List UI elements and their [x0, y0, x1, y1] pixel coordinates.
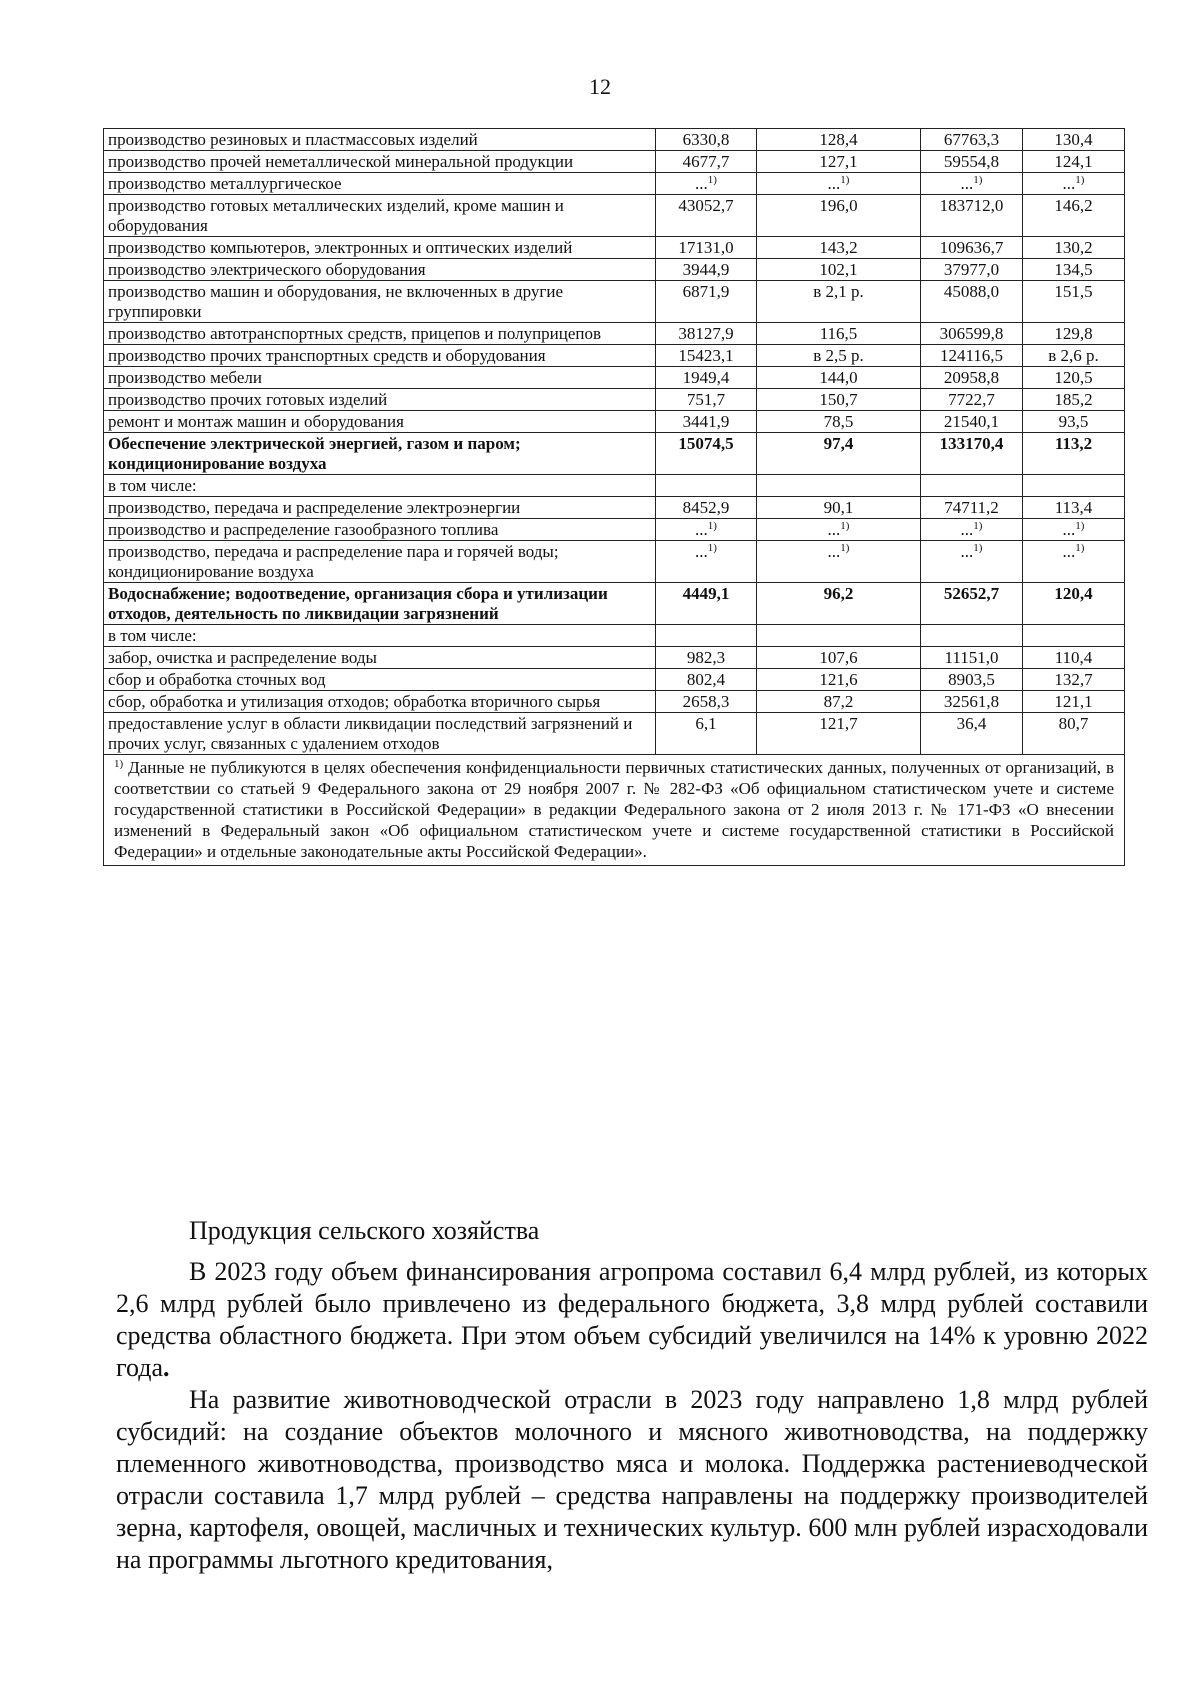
row-value-v1: 6871,9 — [656, 281, 757, 323]
row-value-v2: 96,2 — [757, 583, 921, 625]
row-label: сбор и обработка сточных вод — [104, 669, 656, 691]
row-value-v3: ...$^{1)}$ — [921, 541, 1023, 583]
row-value-v3: 45088,0 — [921, 281, 1023, 323]
row-value-v4: 113,2 — [1023, 433, 1125, 475]
row-value-v3: 36,4 — [921, 713, 1023, 755]
row-label: производство мебели — [104, 367, 656, 389]
row-value-v3: 8903,5 — [921, 669, 1023, 691]
row-value-v4: 130,4 — [1023, 129, 1125, 151]
row-value-v2: 127,1 — [757, 151, 921, 173]
row-value-v3: 67763,3 — [921, 129, 1023, 151]
table-row — [104, 497, 1125, 519]
row-value-v2: 144,0 — [757, 367, 921, 389]
row-value-v3: 183712,0 — [921, 195, 1023, 237]
table-row — [104, 389, 1125, 411]
row-label: производство электрического оборудования — [104, 259, 656, 281]
row-value-v2: 107,6 — [757, 647, 921, 669]
paragraph-2: На развитие животноводческой отрасли в 2023 году направлено 1,8 млрд рублей субсидий: на создание объектов молочного и мясного животноводства, на поддержку племенного животноводства, производство мяса и молока. Поддержка растениеводческой отрасли составила 1,7 млрд рублей – средства направлены на поддержку производителей зерна, картофеля, овощей, масличных и технических культур. 600 млн рублей израсходовали на программы льготного кредитования, — [116, 1385, 1148, 1574]
row-value-v1: 4449,1 — [656, 583, 757, 625]
row-label: Обеспечение электрической энергией, газом и паром; кондиционирование воздуха — [104, 433, 656, 475]
row-value-v4: 80,7 — [1023, 713, 1125, 755]
table-row — [104, 195, 1125, 237]
table-row — [104, 519, 1125, 541]
row-value-v4: 110,4 — [1023, 647, 1125, 669]
row-value-v3: 37977,0 — [921, 259, 1023, 281]
footnote-mark: 1) — [114, 758, 124, 770]
row-label: производство резиновых и пластмассовых изделий — [104, 129, 656, 151]
row-value-v4: 120,5 — [1023, 367, 1125, 389]
row-value-v4 — [1023, 625, 1125, 647]
row-label: предоставление услуг в области ликвидации последствий загрязнений и прочих услуг, связанных с удалением отходов — [104, 713, 656, 755]
footnote-ref: 1) — [840, 174, 850, 186]
table-row — [104, 129, 1125, 151]
row-value-v3: 52652,7 — [921, 583, 1023, 625]
row-value-v1: 3944,9 — [656, 259, 757, 281]
row-value-v1: 15423,1 — [656, 345, 757, 367]
row-value-v4: 121,1 — [1023, 691, 1125, 713]
row-label: забор, очистка и распределение воды — [104, 647, 656, 669]
row-value-v2: 143,2 — [757, 237, 921, 259]
row-label: производство прочих транспортных средств и оборудования — [104, 345, 656, 367]
row-value-v2: 121,7 — [757, 713, 921, 755]
footnote-ref: 1) — [707, 520, 717, 532]
row-value-v4: 113,4 — [1023, 497, 1125, 519]
row-label: производство машин и оборудования, не включенных в другие группировки — [104, 281, 656, 323]
footnote-ref: 1) — [707, 542, 717, 554]
section-title: Продукция сельского хозяйства — [189, 1216, 540, 1245]
row-value-v2: 128,4 — [757, 129, 921, 151]
row-value-v1: 17131,0 — [656, 237, 757, 259]
row-value-v4: 124,1 — [1023, 151, 1125, 173]
footnote-row — [104, 755, 1125, 866]
table-row — [104, 323, 1125, 345]
footnote-ref: 1) — [973, 174, 983, 186]
row-value-v2: ...$^{1)}$ — [757, 541, 921, 583]
row-value-v1: 43052,7 — [656, 195, 757, 237]
footnote-ref: 1) — [1075, 542, 1085, 554]
row-value-v3 — [921, 475, 1023, 497]
footnote-ref: 1) — [973, 520, 983, 532]
row-value-v1: 982,3 — [656, 647, 757, 669]
table-row — [104, 713, 1125, 755]
footnote-ref: 1) — [1075, 520, 1085, 532]
footnote-ref: 1) — [840, 520, 850, 532]
row-value-v4: 134,5 — [1023, 259, 1125, 281]
row-value-v1: ...$^{1)}$ — [656, 173, 757, 195]
row-value-v3: 32561,8 — [921, 691, 1023, 713]
table-row — [104, 647, 1125, 669]
row-value-v4: ...$^{1)}$ — [1023, 173, 1125, 195]
row-value-v1: 15074,5 — [656, 433, 757, 475]
table-row — [104, 475, 1125, 497]
table-body — [104, 129, 1125, 755]
footnote-ref: 1) — [1075, 174, 1085, 186]
body-text — [116, 1256, 1148, 1576]
row-value-v3 — [921, 625, 1023, 647]
row-value-v1: 2658,3 — [656, 691, 757, 713]
row-label: производство прочей неметаллической минеральной продукции — [104, 151, 656, 173]
row-value-v2 — [757, 475, 921, 497]
row-value-v2: 90,1 — [757, 497, 921, 519]
row-value-v1 — [656, 475, 757, 497]
row-label: производство, передача и распределение электроэнергии — [104, 497, 656, 519]
row-value-v2: в 2,1 р. — [757, 281, 921, 323]
row-label: Водоснабжение; водоотведение, организация сбора и утилизации отходов, деятельность по ликвидации загрязнений — [104, 583, 656, 625]
row-label: в том числе: — [104, 475, 656, 497]
row-value-v2: ...$^{1)}$ — [757, 519, 921, 541]
row-value-v3: 11151,0 — [921, 647, 1023, 669]
footnote-text: Данные не публикуются в целях обеспечения конфиденциальности первичных статистических данных, полученных от организаций, в соответствии со статьей 9 Федерального закона от 29 ноября 2007 г. № 282-ФЗ «Об официальном статистическом учете и системе государственной статистики в Российской Федерации» в редакции Федерального закона от 2 июля 2013 г. № 171-ФЗ «О внесении изменений в Федеральный закон «Об официальном статистическом учете и системе государственной статистики в Российской Федерации» и отдельные законодательные акты Российской Федерации». — [114, 758, 1115, 861]
table-row — [104, 345, 1125, 367]
row-value-v2: 196,0 — [757, 195, 921, 237]
row-value-v4: ...$^{1)}$ — [1023, 519, 1125, 541]
table-row — [104, 151, 1125, 173]
table-row — [104, 541, 1125, 583]
row-value-v2 — [757, 625, 921, 647]
row-label: производство автотранспортных средств, прицепов и полуприцепов — [104, 323, 656, 345]
table-row — [104, 691, 1125, 713]
row-value-v4: 129,8 — [1023, 323, 1125, 345]
row-value-v2: 97,4 — [757, 433, 921, 475]
row-value-v1: 802,4 — [656, 669, 757, 691]
row-value-v2: в 2,5 р. — [757, 345, 921, 367]
table-row — [104, 281, 1125, 323]
row-value-v4 — [1023, 475, 1125, 497]
table-row — [104, 625, 1125, 647]
row-value-v3: 109636,7 — [921, 237, 1023, 259]
row-value-v3: ...$^{1)}$ — [921, 173, 1023, 195]
row-value-v2: 121,6 — [757, 669, 921, 691]
row-value-v4: 130,2 — [1023, 237, 1125, 259]
footnote-ref: 1) — [707, 174, 717, 186]
row-value-v2: ...$^{1)}$ — [757, 173, 921, 195]
row-label: сбор, обработка и утилизация отходов; обработка вторичного сырья — [104, 691, 656, 713]
footnote-ref: 1) — [840, 542, 850, 554]
table-row — [104, 173, 1125, 195]
table-row — [104, 367, 1125, 389]
row-value-v4: 132,7 — [1023, 669, 1125, 691]
table-row — [104, 411, 1125, 433]
table-row — [104, 237, 1125, 259]
row-value-v4: 185,2 — [1023, 389, 1125, 411]
footnote — [104, 755, 1125, 866]
row-value-v1: 751,7 — [656, 389, 757, 411]
row-label: производство прочих готовых изделий — [104, 389, 656, 411]
row-value-v1: ...$^{1)}$ — [656, 541, 757, 583]
row-value-v2: 102,1 — [757, 259, 921, 281]
row-value-v3: 124116,5 — [921, 345, 1023, 367]
row-value-v1: 38127,9 — [656, 323, 757, 345]
row-label: производство компьютеров, электронных и оптических изделий — [104, 237, 656, 259]
row-value-v3: 21540,1 — [921, 411, 1023, 433]
row-label: производство металлургическое — [104, 173, 656, 195]
paragraph-1 — [116, 1256, 1148, 1384]
row-value-v2: 150,7 — [757, 389, 921, 411]
row-value-v1: 6330,8 — [656, 129, 757, 151]
row-value-v4: 151,5 — [1023, 281, 1125, 323]
table-row — [104, 583, 1125, 625]
row-value-v3: ...$^{1)}$ — [921, 519, 1023, 541]
row-value-v2: 87,2 — [757, 691, 921, 713]
row-value-v1: 8452,9 — [656, 497, 757, 519]
page-number: 12 — [589, 74, 611, 99]
paragraph-1-text: В 2023 году объем финансирования агропрома составил 6,4 млрд рублей, из которых 2,6 млрд рублей было привлечено из федерального бюджета, 3,8 млрд рублей составили средства областного бюджета. При этом объем субсидий увеличился на 14% к уровню 2022 года — [116, 1257, 1148, 1382]
row-value-v4: 120,4 — [1023, 583, 1125, 625]
row-value-v1 — [656, 625, 757, 647]
row-value-v4: 93,5 — [1023, 411, 1125, 433]
row-value-v3: 7722,7 — [921, 389, 1023, 411]
row-value-v2: 78,5 — [757, 411, 921, 433]
table-row — [104, 669, 1125, 691]
table-row — [104, 259, 1125, 281]
row-value-v4: ...$^{1)}$ — [1023, 541, 1125, 583]
row-value-v3: 74711,2 — [921, 497, 1023, 519]
row-value-v3: 20958,8 — [921, 367, 1023, 389]
row-value-v1: 6,1 — [656, 713, 757, 755]
table-row — [104, 433, 1125, 475]
paragraph-1-end: . — [163, 1353, 170, 1382]
row-value-v1: 1949,4 — [656, 367, 757, 389]
statistics-table — [103, 128, 1125, 866]
row-value-v3: 306599,8 — [921, 323, 1023, 345]
row-label: производство и распределение газообразного топлива — [104, 519, 656, 541]
row-label: в том числе: — [104, 625, 656, 647]
row-value-v3: 59554,8 — [921, 151, 1023, 173]
row-value-v1: 3441,9 — [656, 411, 757, 433]
row-label: производство, передача и распределение пара и горячей воды; кондиционирование воздуха — [104, 541, 656, 583]
row-value-v2: 116,5 — [757, 323, 921, 345]
row-value-v1: ...$^{1)}$ — [656, 519, 757, 541]
row-value-v3: 133170,4 — [921, 433, 1023, 475]
row-value-v4: 146,2 — [1023, 195, 1125, 237]
row-value-v1: 4677,7 — [656, 151, 757, 173]
row-label: производство готовых металлических изделий, кроме машин и оборудования — [104, 195, 656, 237]
row-value-v4: в 2,6 р. — [1023, 345, 1125, 367]
row-label: ремонт и монтаж машин и оборудования — [104, 411, 656, 433]
footnote-ref: 1) — [973, 542, 983, 554]
